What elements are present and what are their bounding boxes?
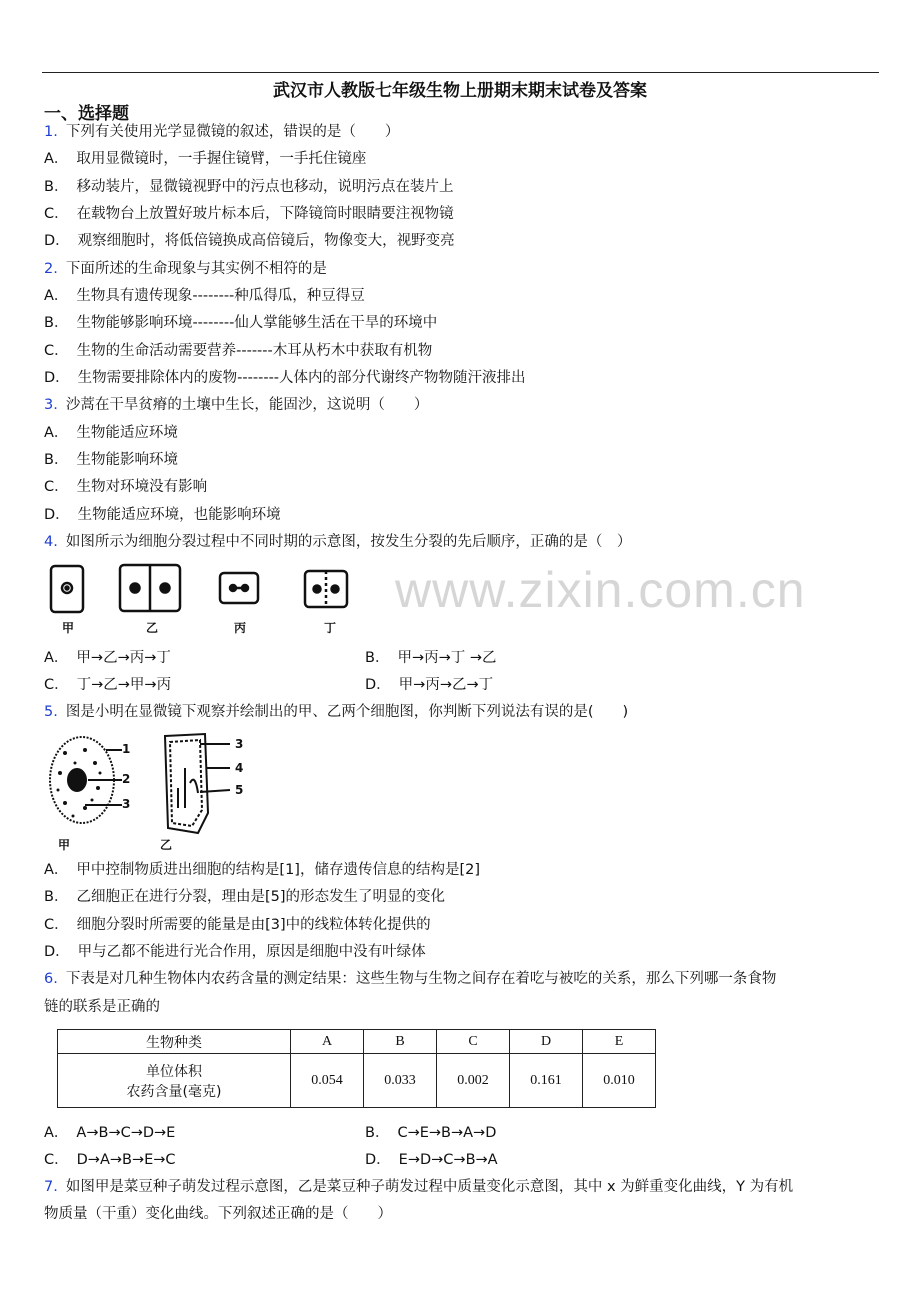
- option: B． 移动装片，显微镜视野中的污点也移动，说明污点在装片上: [44, 179, 454, 195]
- option: B． 甲→丙→丁 →乙: [365, 650, 497, 666]
- callout-label: 5: [235, 783, 244, 797]
- question-4: 4. 如图所示为细胞分裂过程中不同时期的示意图，按发生分裂的先后顺序，正确的是（ ）: [44, 534, 632, 550]
- question-5: 5. 图是小明在显微镜下观察并绘制出的甲、乙两个细胞图，你判断下列说法有误的是( ): [44, 704, 629, 720]
- question-1: 1. 下列有关使用光学显微镜的叙述，错误的是（ ）: [44, 124, 400, 140]
- option: B． 生物能够影响环境--------仙人掌能够生活在干旱的环境中: [44, 315, 438, 331]
- table-row: 单位体积 农药含量(毫克) 0.054 0.033 0.002 0.161 0.010: [58, 1054, 656, 1108]
- figure-label: 丙: [234, 621, 247, 635]
- option: C． 生物的生命活动需要营养-------木耳从朽木中获取有机物: [44, 343, 433, 359]
- option: B． C→E→B→A→D: [365, 1125, 497, 1141]
- pesticide-table: [57, 1029, 656, 1108]
- cell-division-figure: [45, 560, 365, 620]
- figure-label: 乙: [146, 621, 159, 635]
- callout-label: 3: [122, 797, 131, 811]
- option: D． E→D→C→B→A: [365, 1152, 498, 1168]
- option: A． A→B→C→D→E: [44, 1125, 176, 1141]
- option: D． 甲与乙都不能进行光合作用，原因是细胞中没有叶绿体: [44, 944, 426, 960]
- question-number: 1.: [44, 124, 58, 140]
- figure-label: 甲: [62, 621, 75, 635]
- option: D． 观察细胞时，将低倍镜换成高倍镜后，物像变大，视野变亮: [44, 233, 455, 249]
- option: D． 生物需要排除体内的废物--------人体内的部分代谢终产物物随汗液排出: [44, 370, 526, 386]
- question-2: 2. 下面所述的生命现象与其实例不相符的是: [44, 261, 327, 277]
- callout-label: 3: [235, 737, 244, 751]
- question-3: 3. 沙蒿在干旱贫瘠的土壤中生长，能固沙，这说明（ ）: [44, 397, 429, 413]
- figure-label: 丁: [324, 621, 337, 635]
- cell-diagrams: [40, 728, 250, 838]
- watermark: www.zixin.com.cn: [395, 562, 806, 618]
- option: B． 乙细胞正在进行分裂，理由是[5]的形态发生了明显的变化: [44, 889, 445, 905]
- page-title: 武汉市人教版七年级生物上册期末期末试卷及答案: [273, 81, 647, 101]
- question-6-cont: 链的联系是正确的: [44, 999, 160, 1015]
- option: A． 取用显微镜时，一手握住镜臂，一手托住镜座: [44, 151, 367, 167]
- option: C． 丁→乙→甲→丙: [44, 677, 172, 693]
- question-6: 6. 下表是对几种生物体内农药含量的测定结果：这些生物与生物之间存在着吃与被吃的关系，那么下列哪一条食物: [44, 971, 777, 987]
- option: A． 甲中控制物质进出细胞的结构是[1]，储存遗传信息的结构是[2]: [44, 862, 480, 878]
- option: D． 生物能适应环境，也能影响环境: [44, 507, 281, 523]
- figure-label: 甲: [58, 838, 71, 852]
- option: C． D→A→B→E→C: [44, 1152, 176, 1168]
- table-header-row: 生物种类 A B C D E: [58, 1030, 656, 1054]
- option: C． 细胞分裂时所需要的能量是由[3]中的线粒体转化提供的: [44, 917, 431, 933]
- option: D． 甲→丙→乙→丁: [365, 677, 494, 693]
- header-rule: [42, 72, 879, 73]
- section-heading: 一、选择题: [44, 104, 129, 124]
- option: C． 生物对环境没有影响: [44, 479, 208, 495]
- figure-label: 乙: [160, 838, 173, 852]
- question-7-cont: 物质量（干重）变化曲线。下列叙述正确的是（ ）: [44, 1206, 392, 1222]
- question-7: 7. 如图甲是菜豆种子萌发过程示意图，乙是菜豆种子萌发过程中质量变化示意图，其中 x 为鲜重变化曲线，Y 为有机: [44, 1179, 794, 1195]
- callout-label: 2: [122, 772, 131, 786]
- option: A． 生物能适应环境: [44, 425, 178, 441]
- callout-label: 4: [235, 761, 244, 775]
- option: A． 生物具有遗传现象--------种瓜得瓜，种豆得豆: [44, 288, 365, 304]
- callout-label: 1: [122, 742, 131, 756]
- option: B． 生物能影响环境: [44, 452, 178, 468]
- option: C． 在载物台上放置好玻片标本后，下降镜筒时眼睛要注视物镜: [44, 206, 454, 222]
- option: A． 甲→乙→丙→丁: [44, 650, 171, 666]
